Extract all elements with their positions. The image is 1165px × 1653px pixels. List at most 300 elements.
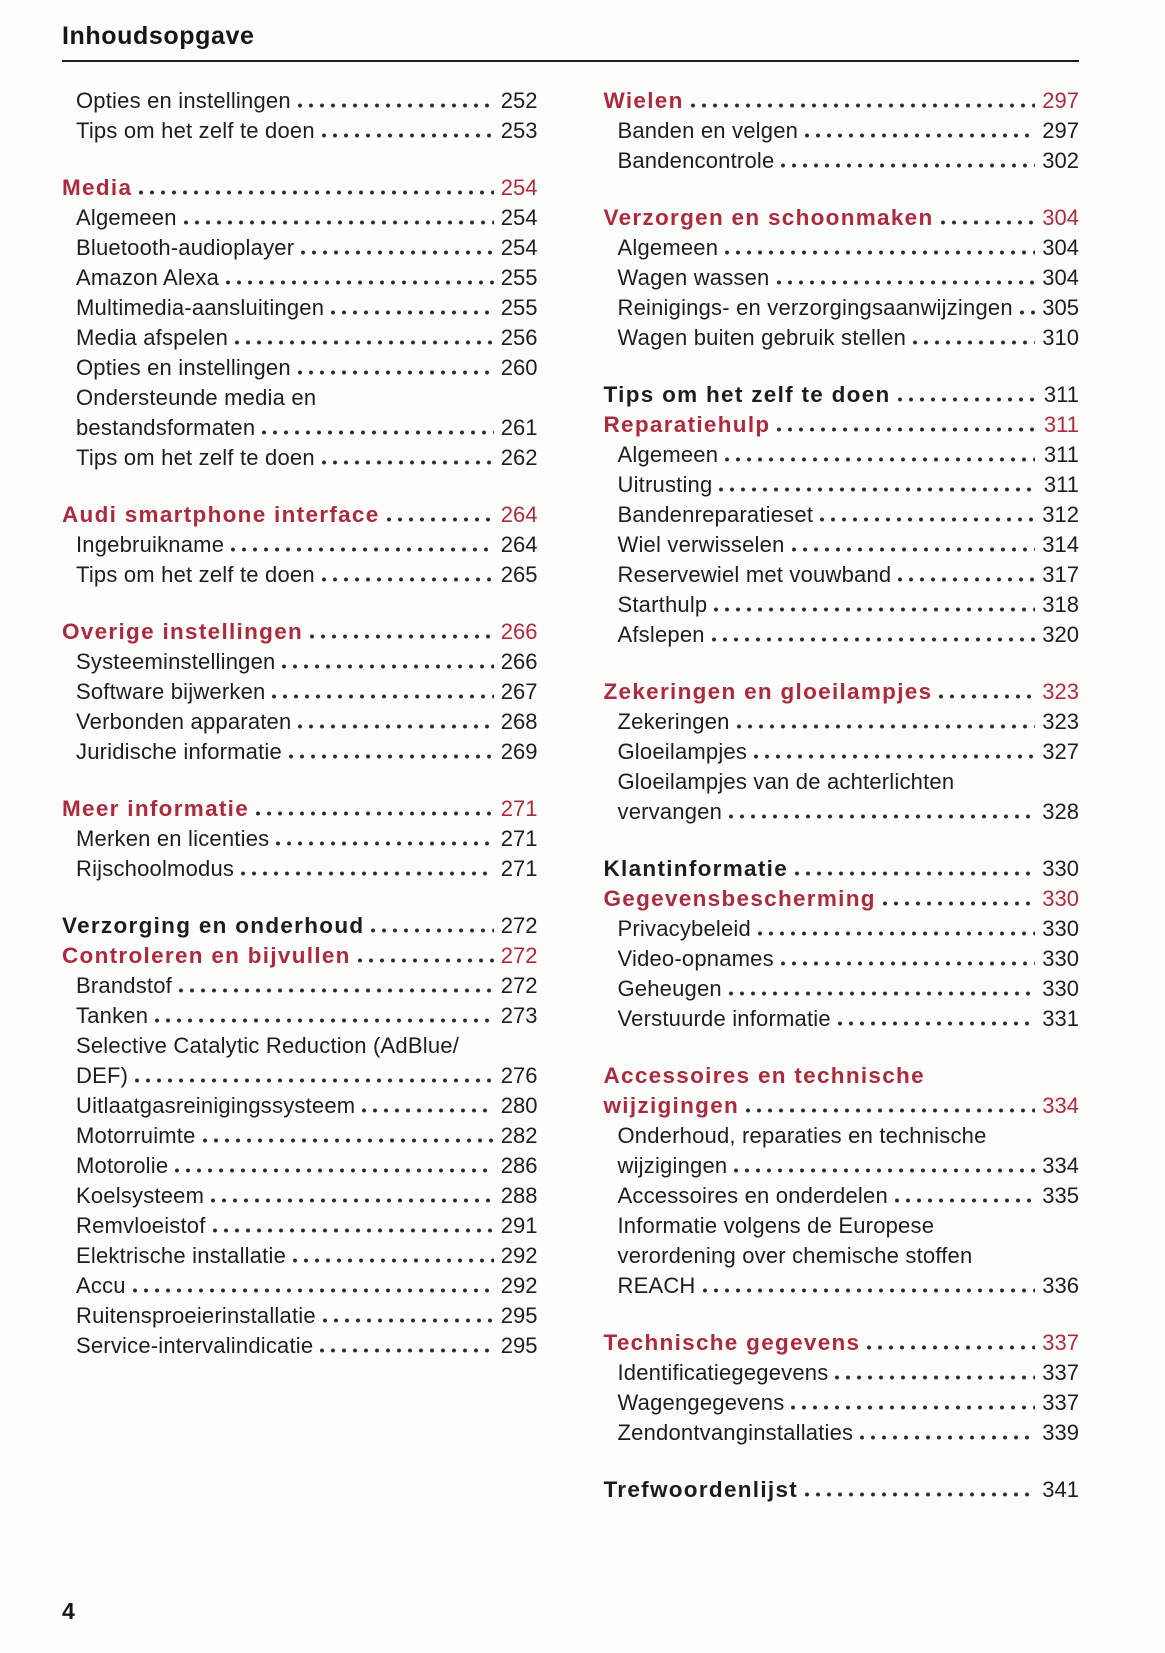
toc-entry-page: 304 [1042, 265, 1079, 290]
toc-entry-label: Ingebruikname [76, 532, 225, 557]
toc-entry-label: Accu [76, 1273, 126, 1298]
toc-entry-label: Elektrische installatie [76, 1243, 287, 1268]
toc-entry-label: Controleren en bijvullen [62, 943, 351, 968]
toc-entry-page: 323 [1042, 709, 1079, 734]
toc-entry [604, 944, 1080, 974]
toc-entry-label: Trefwoordenlijst [603, 1477, 799, 1502]
toc-column-left [62, 86, 538, 1505]
dot-leader [734, 1168, 1035, 1173]
toc-entry [604, 116, 1080, 146]
toc-entry-page: 262 [500, 445, 538, 470]
toc-entry-page: 271 [500, 826, 538, 851]
toc-group [604, 677, 1080, 827]
dot-leader [754, 754, 1035, 759]
toc-entry-page: 327 [1042, 739, 1079, 764]
toc-entry-page: 304 [1042, 235, 1079, 260]
dot-leader [792, 547, 1035, 552]
toc-entry-label: Technische gegevens [603, 1330, 861, 1355]
toc-group [604, 1061, 1080, 1301]
toc-entry-label: Media [62, 175, 133, 200]
dot-leader [331, 310, 493, 315]
toc-entry-label: Tanken [76, 1003, 149, 1028]
toc-entry-label: vervangen [617, 799, 723, 824]
toc-entry-label: Bluetooth-audioplayer [76, 235, 295, 260]
toc-entry-label: DEF) [76, 1063, 129, 1088]
toc-entry-page: 276 [500, 1063, 538, 1088]
toc-entry-page: 271 [500, 856, 538, 881]
toc-entry-page: 295 [500, 1333, 538, 1358]
toc-entry-label: Informatie volgens de Europese [617, 1213, 935, 1238]
toc-entry [62, 824, 538, 854]
toc-entry-label: Koelsysteem [76, 1183, 205, 1208]
toc-entry [604, 737, 1080, 767]
toc-entry-label: Zendontvanginstallaties [617, 1420, 854, 1445]
toc-entry-label: Ondersteunde media en [76, 385, 317, 410]
toc-column-right [604, 86, 1080, 1505]
toc-entry-label: Bandencontrole [617, 148, 775, 173]
toc-entry-label: Tips om het zelf te doen [76, 445, 315, 470]
toc-entry-page: 255 [500, 265, 538, 290]
dot-leader [310, 634, 493, 639]
toc-entry-label: Uitrusting [617, 472, 713, 497]
toc-entry-label: verordening over chemische stoffen [617, 1243, 973, 1268]
toc-entry-label: Tips om het zelf te doen [603, 382, 891, 407]
dot-leader [691, 103, 1035, 108]
toc-entry [62, 173, 538, 203]
toc-entry-label: Bandenreparatieset [617, 502, 814, 527]
dot-leader [898, 397, 1035, 402]
toc-entry-page: 271 [500, 796, 538, 821]
toc-entry-page: 272 [500, 973, 538, 998]
dot-leader [155, 1018, 493, 1023]
toc-entry [604, 293, 1080, 323]
toc-entry-label: Algemeen [76, 205, 177, 230]
toc-entry-label: Motorruimte [76, 1123, 196, 1148]
dot-leader [133, 1288, 494, 1293]
toc-entry-page: 297 [1042, 118, 1079, 143]
toc-entry-label: Merken en licenties [76, 826, 270, 851]
toc-entry-label: Accessoires en onderdelen [617, 1183, 888, 1208]
toc-entry-label: Wagen wassen [617, 265, 770, 290]
toc-entry [604, 146, 1080, 176]
toc-entry [62, 1151, 538, 1181]
dot-leader [913, 340, 1035, 345]
toc-entry-page: 266 [500, 619, 538, 644]
toc-entry [604, 1388, 1080, 1418]
toc-entry-page: 304 [1042, 205, 1079, 230]
toc-entry-label: Verstuurde informatie [617, 1006, 831, 1031]
toc-entry-page: 330 [1042, 886, 1079, 911]
page-header [62, 22, 1079, 62]
dot-leader [791, 1405, 1035, 1410]
toc-group [62, 794, 538, 884]
toc-entry [604, 1151, 1080, 1181]
toc-entry-label: Verbonden apparaten [76, 709, 292, 734]
dot-leader [883, 901, 1035, 906]
dot-leader [298, 103, 494, 108]
toc-entry-label: Wiel verwisselen [617, 532, 785, 557]
toc-entry-label: Zekeringen en gloeilampjes [603, 679, 933, 704]
dot-leader [941, 220, 1035, 225]
toc-entry-label: Opties en instellingen [76, 355, 291, 380]
dot-leader [835, 1375, 1035, 1380]
toc-entry-page: 317 [1042, 562, 1079, 587]
toc-entry-label: Afslepen [617, 622, 705, 647]
dot-leader [371, 928, 493, 933]
toc-entry [62, 1181, 538, 1211]
toc-entry [604, 380, 1080, 410]
toc-entry [62, 86, 538, 116]
toc-entry [62, 941, 538, 971]
toc-entry [62, 323, 538, 353]
toc-entry-page: 311 [1043, 442, 1079, 467]
toc-entry [62, 1121, 538, 1151]
toc-entry [62, 1211, 538, 1241]
toc-entry [604, 1328, 1080, 1358]
dot-leader [820, 517, 1035, 522]
toc-group [604, 203, 1080, 353]
toc-entry-page: 265 [500, 562, 538, 587]
toc-entry [604, 914, 1080, 944]
dot-leader [725, 457, 1035, 462]
toc-entry-page: 273 [500, 1003, 538, 1028]
toc-entry-page: 254 [500, 175, 538, 200]
toc-entry-label: Gegevensbescherming [603, 886, 876, 911]
toc-group [62, 500, 538, 590]
toc-entry-page: 341 [1042, 1477, 1079, 1502]
toc-entry [604, 1091, 1080, 1121]
dot-leader [777, 427, 1035, 432]
toc-entry [62, 443, 538, 473]
toc-entry-page: 288 [500, 1183, 538, 1208]
toc-entry [604, 1475, 1080, 1505]
toc-entry-label: Reservewiel met vouwband [617, 562, 892, 587]
dot-leader [213, 1228, 494, 1233]
toc-entry [604, 1271, 1080, 1301]
dot-leader [838, 1021, 1035, 1026]
dot-leader [729, 814, 1035, 819]
toc-entry [62, 500, 538, 530]
toc-entry [62, 1271, 538, 1301]
dot-leader [387, 517, 494, 522]
toc-entry [604, 1004, 1080, 1034]
dot-leader [301, 250, 493, 255]
toc-entry-page: 302 [1042, 148, 1079, 173]
toc-entry [604, 677, 1080, 707]
toc-entry [62, 971, 538, 1001]
toc-entry [604, 470, 1080, 500]
toc-entry-label: Identificatiegegevens [617, 1360, 829, 1385]
toc-entry-label: Wagen buiten gebruik stellen [617, 325, 907, 350]
toc-entry-label: Meer informatie [62, 796, 250, 821]
toc-entry [604, 1241, 1080, 1271]
toc-entry-label: Wielen [603, 88, 684, 113]
toc-entry-label: Wagengegevens [617, 1390, 785, 1415]
toc-entry-page: 252 [500, 88, 538, 113]
dot-leader [135, 1078, 493, 1083]
toc-entry [62, 1301, 538, 1331]
page-title: Inhoudsopgave [62, 22, 255, 50]
toc-entry-label: Juridische informatie [76, 739, 282, 764]
toc-entry-page: 330 [1042, 856, 1079, 881]
dot-leader [323, 1318, 494, 1323]
dot-leader [211, 1198, 493, 1203]
toc-entry-page: 295 [500, 1303, 538, 1328]
toc-entry [62, 737, 538, 767]
toc-entry [62, 263, 538, 293]
toc-entry [604, 974, 1080, 1004]
toc-entry [62, 1031, 538, 1061]
toc-entry-page: 272 [500, 913, 538, 938]
dot-leader [719, 487, 1035, 492]
toc-entry-page: 264 [500, 532, 538, 557]
toc-entry-page: 312 [1042, 502, 1079, 527]
toc-entry-page: 330 [1042, 916, 1079, 941]
toc-entry-page: 254 [500, 205, 538, 230]
toc-group [62, 911, 538, 1361]
toc-group [62, 86, 538, 146]
toc-entry [604, 530, 1080, 560]
toc-entry-label: bestandsformaten [76, 415, 256, 440]
toc-entry [62, 560, 538, 590]
toc-entry-label: Selective Catalytic Reduction (AdBlue/ [76, 1033, 460, 1058]
toc-entry-page: 318 [1042, 592, 1079, 617]
toc-entry-label: wijzigingen [617, 1153, 728, 1178]
toc-entry-label: Gloeilampjes van de achterlichten [617, 769, 955, 794]
dot-leader [184, 220, 494, 225]
toc-entry [604, 767, 1080, 797]
toc-entry-label: Algemeen [617, 235, 719, 260]
toc-entry-label: Ruitensproeierinstallatie [76, 1303, 316, 1328]
dot-leader [358, 958, 494, 963]
dot-leader [729, 991, 1035, 996]
toc-entry-page: 330 [1042, 976, 1079, 1001]
toc-entry-label: Uitlaatgasreinigingssysteem [76, 1093, 356, 1118]
toc-entry-label: wijzigingen [603, 1093, 740, 1118]
dot-leader [226, 280, 493, 285]
toc-entry-page: 256 [500, 325, 538, 350]
dot-leader [860, 1435, 1035, 1440]
toc-entry-page: 255 [500, 295, 538, 320]
dot-leader [777, 280, 1036, 285]
toc-entry [604, 1211, 1080, 1241]
toc-entry [604, 1358, 1080, 1388]
toc-group [62, 173, 538, 473]
toc-entry-page: 254 [500, 235, 538, 260]
toc-entry-label: Accessoires en technische [603, 1063, 925, 1088]
toc-entry-page: 311 [1043, 382, 1079, 407]
toc-entry-page: 261 [500, 415, 538, 440]
toc-entry [62, 677, 538, 707]
toc-entry-label: Brandstof [76, 973, 172, 998]
toc-entry [62, 1331, 538, 1361]
toc-entry-label: Verzorging en onderhoud [62, 913, 365, 938]
toc-entry-label: Video-opnames [617, 946, 774, 971]
toc-entry-page: 337 [1042, 1390, 1079, 1415]
dot-leader [320, 1348, 493, 1353]
toc-entry-label: Reparatiehulp [603, 412, 771, 437]
toc-entry-page: 320 [1042, 622, 1079, 647]
toc-entry-page: 286 [500, 1153, 538, 1178]
toc-entry-page: 269 [500, 739, 538, 764]
dot-leader [867, 1345, 1035, 1350]
toc-entry-page: 330 [1042, 946, 1079, 971]
toc-entry [604, 233, 1080, 263]
toc-entry-page: 272 [500, 943, 538, 968]
toc-entry [604, 500, 1080, 530]
toc-entry-page: 253 [500, 118, 538, 143]
toc-entry [604, 203, 1080, 233]
toc-entry [604, 1121, 1080, 1151]
dot-leader [805, 1492, 1035, 1497]
toc-entry-page: 339 [1042, 1420, 1079, 1445]
toc-entry-page: 305 [1042, 295, 1079, 320]
toc-entry [62, 1091, 538, 1121]
dot-leader [289, 754, 494, 759]
dot-leader [235, 340, 493, 345]
dot-leader [272, 694, 493, 699]
dot-leader [293, 1258, 493, 1263]
toc-entry [604, 884, 1080, 914]
toc-entry-page: 335 [1042, 1183, 1079, 1208]
toc-entry-label: Tips om het zelf te doen [76, 562, 315, 587]
toc-entry-page: 291 [500, 1213, 538, 1238]
dot-leader [898, 577, 1035, 582]
dot-leader [282, 664, 493, 669]
dot-leader [139, 190, 493, 195]
toc-entry [604, 323, 1080, 353]
toc-entry-label: Geheugen [617, 976, 722, 1001]
toc-entry-label: Amazon Alexa [76, 265, 220, 290]
toc-entry-label: Klantinformatie [603, 856, 789, 881]
toc-entry [62, 203, 538, 233]
dot-leader [895, 1198, 1035, 1203]
dot-leader [795, 871, 1035, 876]
page-number: 4 [62, 1598, 75, 1624]
toc-entry-label: Tips om het zelf te doen [76, 118, 315, 143]
toc-entry-page: 264 [500, 502, 538, 527]
dot-leader [276, 841, 493, 846]
toc-entry-page: 336 [1042, 1273, 1079, 1298]
dot-leader [322, 133, 494, 138]
toc-entry-page: 314 [1042, 532, 1079, 557]
toc-entry [62, 383, 538, 413]
toc-entry-label: Systeeminstellingen [76, 649, 276, 674]
dot-leader [1020, 310, 1035, 315]
dot-leader [231, 547, 493, 552]
toc-entry-label: Motorolie [76, 1153, 169, 1178]
toc-entry [604, 620, 1080, 650]
toc-entry-label: Audi smartphone interface [62, 502, 380, 527]
toc-columns [62, 86, 1079, 1505]
toc-entry-label: Opties en instellingen [76, 88, 291, 113]
toc-entry [62, 911, 538, 941]
toc-entry [604, 707, 1080, 737]
toc-entry [62, 647, 538, 677]
dot-leader [758, 931, 1035, 936]
toc-entry-label: Service-intervalindicatie [76, 1333, 314, 1358]
dot-leader [781, 961, 1035, 966]
toc-entry [62, 1001, 538, 1031]
toc-entry [62, 707, 538, 737]
toc-entry-page: 311 [1043, 472, 1079, 497]
toc-entry-page: 267 [500, 679, 538, 704]
toc-group [604, 1328, 1080, 1448]
dot-leader [203, 1138, 494, 1143]
toc-entry [62, 1061, 538, 1091]
toc-entry-page: 311 [1043, 412, 1079, 437]
toc-entry-label: Media afspelen [76, 325, 229, 350]
toc-entry-label: Banden en velgen [617, 118, 799, 143]
toc-entry-page: 282 [500, 1123, 538, 1148]
toc-entry [604, 854, 1080, 884]
toc-entry-page: 266 [500, 649, 538, 674]
toc-entry [604, 440, 1080, 470]
dot-leader [175, 1168, 493, 1173]
dot-leader [714, 607, 1035, 612]
toc-entry [604, 86, 1080, 116]
toc-entry-label: Privacybeleid [617, 916, 751, 941]
toc-entry-page: 334 [1042, 1093, 1079, 1118]
toc-entry-page: 268 [500, 709, 538, 734]
toc-entry-page: 334 [1042, 1153, 1079, 1178]
toc-entry-label: Multimedia-aansluitingen [76, 295, 325, 320]
dot-leader [781, 163, 1035, 168]
toc-entry [62, 854, 538, 884]
dot-leader [746, 1108, 1035, 1113]
toc-entry-label: Starthulp [617, 592, 708, 617]
toc-entry-label: Reinigings- en verzorgingsaanwijzingen [617, 295, 1013, 320]
toc-entry-page: 337 [1042, 1360, 1079, 1385]
dot-leader [712, 637, 1035, 642]
toc-entry-page: 310 [1042, 325, 1079, 350]
toc-entry-page: 328 [1042, 799, 1079, 824]
dot-leader [179, 988, 494, 993]
dot-leader [322, 460, 494, 465]
toc-entry [62, 617, 538, 647]
toc-entry-page: 292 [500, 1243, 538, 1268]
toc-group [604, 86, 1080, 176]
toc-entry-label: Gloeilampjes [617, 739, 748, 764]
dot-leader [805, 133, 1035, 138]
toc-group [604, 1475, 1080, 1505]
toc-entry-page: 337 [1042, 1330, 1079, 1355]
toc-entry-label: Software bijwerken [76, 679, 266, 704]
toc-entry [62, 116, 538, 146]
toc-entry [604, 590, 1080, 620]
toc-entry-page: 297 [1042, 88, 1079, 113]
toc-entry-label: Zekeringen [617, 709, 730, 734]
toc-entry-label: Remvloeistof [76, 1213, 206, 1238]
toc-group [604, 854, 1080, 1034]
toc-entry-label: Rijschoolmodus [76, 856, 235, 881]
dot-leader [703, 1288, 1035, 1293]
toc-entry [604, 1061, 1080, 1091]
dot-leader [298, 370, 494, 375]
dot-leader [737, 724, 1035, 729]
toc-entry-page: 331 [1042, 1006, 1079, 1031]
toc-entry-label: Overige instellingen [62, 619, 304, 644]
dot-leader [262, 430, 493, 435]
toc-entry-label: REACH [617, 1273, 696, 1298]
toc-group [604, 380, 1080, 650]
toc-entry [604, 410, 1080, 440]
dot-leader [322, 577, 494, 582]
toc-entry [62, 1241, 538, 1271]
dot-leader [241, 871, 493, 876]
dot-leader [362, 1108, 493, 1113]
toc-entry-label: Onderhoud, reparaties en technische [617, 1123, 987, 1148]
